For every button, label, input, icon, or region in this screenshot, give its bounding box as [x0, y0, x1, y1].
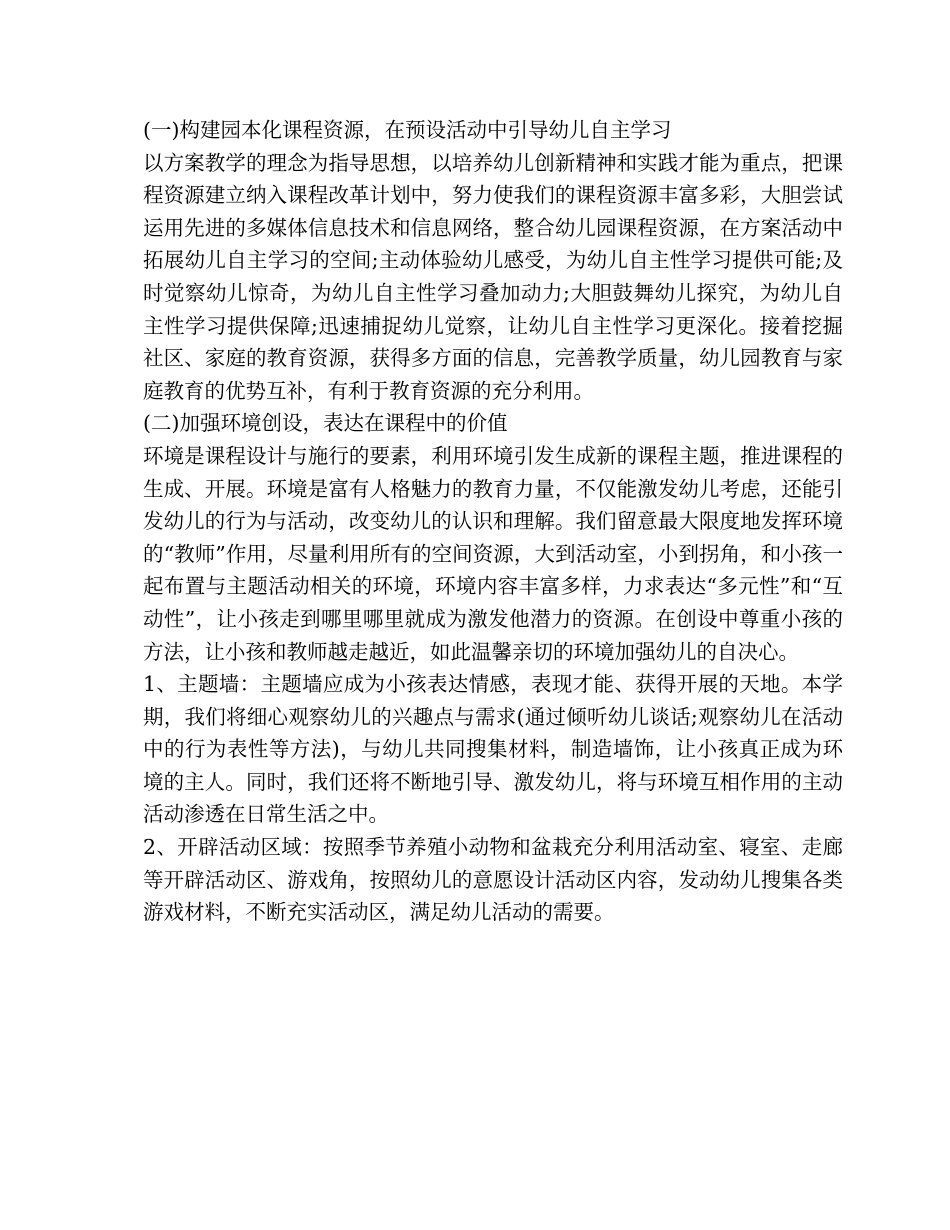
paragraph-activity-areas: 2、开辟活动区域：按照季节养殖小动物和盆栽充分利用活动室、寝室、走廊等开辟活动区、游戏角，按照幼儿的意愿设计活动区内容，发动幼儿搜集各类游戏材料，不断充实活动区，满足幼儿活动的需要。 — [143, 835, 843, 925]
section-heading-2: (二)加强环境创设，表达在课程中的价值 — [143, 411, 508, 436]
paragraph-theme-wall: 1、主题墙：主题墙应成为小孩表达情感，表现才能、获得开展的天地。本学期，我们将细心观察幼儿的兴趣点与需求(通过倾听幼儿谈话;观察幼儿在活动中的行为表性等方法)，与幼儿共同搜集材料，制造墙饰，让小孩真正成为环境的主人。同时，我们还将不断地引导、激发幼儿，将与环境互相作用的主动活动渗透在日常生活之中。 — [143, 672, 843, 827]
paragraph-environment: 环境是课程设计与施行的要素，利用环境引发生成新的课程主题，推进课程的生成、开展。环境是富有人格魅力的教育力量，不仅能激发幼儿考虑，还能引发幼儿的行为与活动，改变幼儿的认识和理解。我们留意最大限度地发挥环境的“教师”作用，尽量利用所有的空间资源，大到活动室，小到拐角，和小孩一起布置与主题活动相关的环境，环境内容丰富多样，力求表达“多元性”和“互动性”，让小孩走到哪里哪里就成为激发他潜力的资源。在创设中尊重小孩的方法，让小孩和教师越走越近，如此温馨亲切的环境加强幼儿的自决心。 — [143, 443, 843, 664]
document-body — [143, 114, 843, 929]
section-heading-1: (一)构建园本化课程资源，在预设活动中引导幼儿自主学习 — [143, 118, 672, 142]
paragraph-curriculum-resources: 以方案教学的理念为指导思想，以培养幼儿创新精神和实践才能为重点，把课程资源建立纳入课程改革计划中，努力使我们的课程资源丰富多彩，大胆尝试运用先进的多媒体信息技术和信息网络，整合幼儿园课程资源，在方案活动中拓展幼儿自主学习的空间;主动体验幼儿感受，为幼儿自主性学习提供可能;及时觉察幼儿惊奇，为幼儿自主性学习叠加动力;大胆鼓舞幼儿探究，为幼儿自主性学习提供保障;迅速捕捉幼儿觉察，让幼儿自主性学习更深化。接着挖掘社区、家庭的教育资源，获得多方面的信息，完善教学质量，幼儿园教育与家庭教育的优势互补，有利于教育资源的充分利用。 — [143, 150, 843, 403]
